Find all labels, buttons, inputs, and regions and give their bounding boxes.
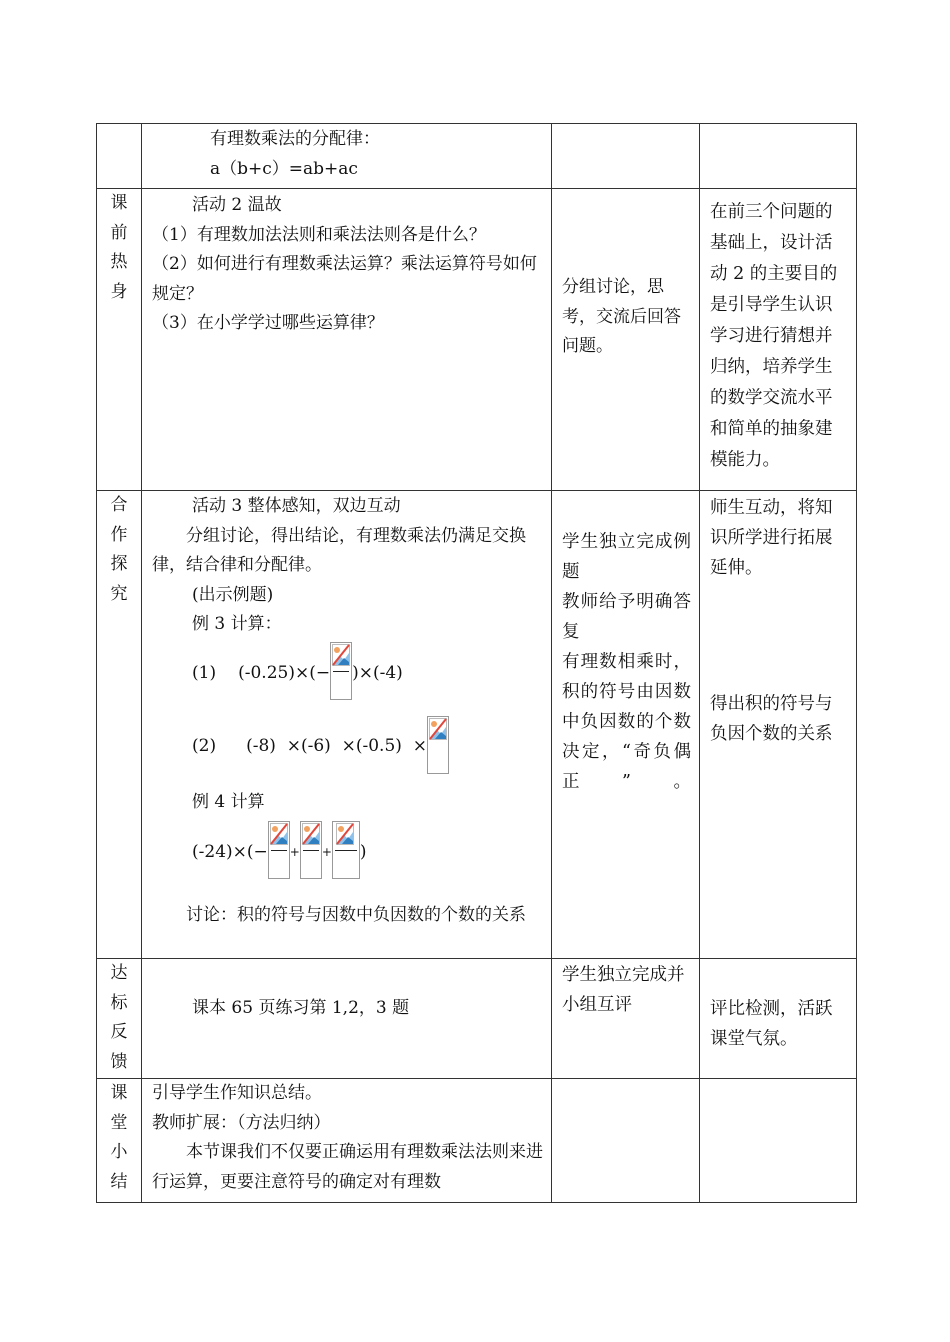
stage-char: 堂 bbox=[110, 1112, 128, 1133]
distributive-law-formula: a（b+c）=ab+ac bbox=[210, 158, 358, 179]
broken-image-placeholder-icon bbox=[332, 644, 350, 666]
expression-text: (-24)×(− bbox=[192, 842, 268, 862]
activity-3-title: 活动 3 整体感知，双边互动 bbox=[192, 496, 401, 516]
summary-line: 引导学生作知识总结。 bbox=[152, 1083, 322, 1103]
stage-cell-feedback bbox=[97, 959, 142, 1079]
row-warmup bbox=[97, 189, 857, 491]
fraction-placeholder bbox=[268, 821, 290, 879]
discussion-text: 讨论：积的符号与因数中负因数的个数的关系 bbox=[186, 905, 526, 925]
fraction-placeholder bbox=[330, 642, 352, 700]
stage-char: 前 bbox=[110, 222, 128, 243]
part-label: (2) bbox=[192, 735, 217, 756]
summary-line: 教师扩展：（方法归纳） bbox=[152, 1112, 331, 1133]
stage-char: 课 bbox=[110, 1083, 128, 1103]
exercise-text: 课本 65 页练习第 1,2，3 题 bbox=[192, 998, 410, 1018]
stage-char: 课 bbox=[110, 193, 128, 213]
part-label: (1) bbox=[192, 662, 217, 683]
stage-char: 作 bbox=[110, 524, 128, 545]
broken-image-placeholder-icon bbox=[429, 718, 447, 740]
expression-text: (-0.25)×(− bbox=[238, 662, 331, 683]
stage-char: 结 bbox=[110, 1171, 128, 1192]
question-2: （2）如何进行有理数乘法运算？乘法运算符号如何规定？ bbox=[152, 254, 537, 304]
student-activity-line: 有理数相乘时，积的符号由因数中负因数的个数决定，“奇负偶正”。 bbox=[562, 652, 691, 792]
stage-cell-explore bbox=[97, 491, 142, 959]
content-cell bbox=[142, 1079, 552, 1203]
show-examples: (出示例题) bbox=[192, 584, 274, 605]
stage-char: 合 bbox=[110, 495, 128, 515]
fraction-placeholder bbox=[427, 716, 449, 774]
example-4-expression bbox=[152, 821, 543, 881]
expression-text: (-8) ×(-6) ×(-0.5) × bbox=[246, 735, 427, 756]
design-intent-line: 得出积的符号与负因个数的关系 bbox=[710, 694, 833, 744]
broken-image-placeholder-icon bbox=[334, 823, 356, 845]
summary-paragraph: 本节课我们不仅要正确运用有理数乘法法则来进行运算，更要注意符号的确定对有理数 bbox=[152, 1142, 543, 1192]
student-activity-cell bbox=[552, 959, 700, 1079]
design-intent-line: 师生互动，将知识所学进行拓展延伸。 bbox=[710, 498, 833, 578]
content-cell bbox=[142, 124, 552, 189]
stage-char: 热 bbox=[110, 252, 128, 272]
content-cell bbox=[142, 189, 552, 491]
plus-sign: + bbox=[289, 845, 300, 859]
distributive-law-title: 有理数乘法的分配律： bbox=[210, 129, 380, 149]
activity-3-paragraph: 分组讨论，得出结论，有理数乘法仍满足交换律，结合律和分配律。 bbox=[152, 525, 526, 575]
design-intent-cell-empty bbox=[700, 124, 857, 189]
broken-image-placeholder-icon bbox=[302, 823, 320, 845]
stage-char: 身 bbox=[110, 281, 128, 302]
row-summary bbox=[97, 1079, 857, 1203]
example-3-part-2 bbox=[152, 716, 543, 778]
student-activity-line: 学生独立完成例题 bbox=[562, 532, 691, 582]
question-1: （1）有理数加法法则和乘法法则各是什么？ bbox=[152, 224, 486, 245]
example-3-part-1 bbox=[152, 642, 543, 704]
stage-cell-warmup bbox=[97, 189, 142, 491]
student-activity-cell bbox=[552, 189, 700, 491]
design-intent-text: 在前三个问题的基础上，设计活动 2 的主要目的是引导学生认识学习进行猜想并归纳，培养学生的数学交流水平和简单的抽象建模能力。 bbox=[710, 202, 838, 470]
stage-cell-summary bbox=[97, 1079, 142, 1203]
row-feedback bbox=[97, 959, 857, 1079]
student-activity-text: 学生独立完成并小组互评 bbox=[562, 965, 685, 1015]
design-intent-cell bbox=[700, 491, 857, 959]
example-4-heading: 例 4 计算 bbox=[192, 791, 265, 812]
student-activity-text: 分组讨论，思考，交流后回答问题。 bbox=[562, 277, 681, 356]
row-explore bbox=[97, 491, 857, 959]
design-intent-cell bbox=[700, 189, 857, 491]
stage-char: 达 bbox=[110, 963, 128, 983]
student-activity-cell bbox=[552, 491, 700, 959]
expression-text: )×(-4) bbox=[352, 662, 403, 683]
lesson-plan-table bbox=[96, 123, 857, 1203]
content-cell bbox=[142, 491, 552, 959]
stage-char: 反 bbox=[110, 1022, 128, 1042]
student-activity-line: 教师给予明确答复 bbox=[562, 592, 691, 642]
student-activity-cell-empty bbox=[552, 1079, 700, 1203]
expression-text: ) bbox=[359, 842, 367, 862]
row-distributive-law bbox=[97, 124, 857, 189]
example-3-heading: 例 3 计算： bbox=[192, 614, 282, 634]
broken-image-placeholder-icon bbox=[270, 823, 288, 845]
stage-char: 馈 bbox=[110, 1051, 128, 1072]
design-intent-cell-empty bbox=[700, 1079, 857, 1203]
design-intent-text: 评比检测，活跃课堂气氛。 bbox=[710, 999, 833, 1049]
content-cell bbox=[142, 959, 552, 1079]
activity-2-title: 活动 2 温故 bbox=[192, 195, 282, 215]
question-3: （3）在小学学过哪些运算律？ bbox=[152, 313, 384, 333]
fraction-placeholder bbox=[300, 821, 322, 879]
stage-char: 探 bbox=[110, 554, 128, 574]
stage-char: 究 bbox=[110, 583, 128, 604]
design-intent-cell bbox=[700, 959, 857, 1079]
stage-cell-empty bbox=[97, 124, 142, 189]
stage-char: 标 bbox=[110, 992, 128, 1013]
plus-sign: + bbox=[321, 845, 332, 859]
student-activity-cell-empty bbox=[552, 124, 700, 189]
stage-char: 小 bbox=[110, 1142, 128, 1162]
fraction-placeholder bbox=[332, 821, 360, 879]
